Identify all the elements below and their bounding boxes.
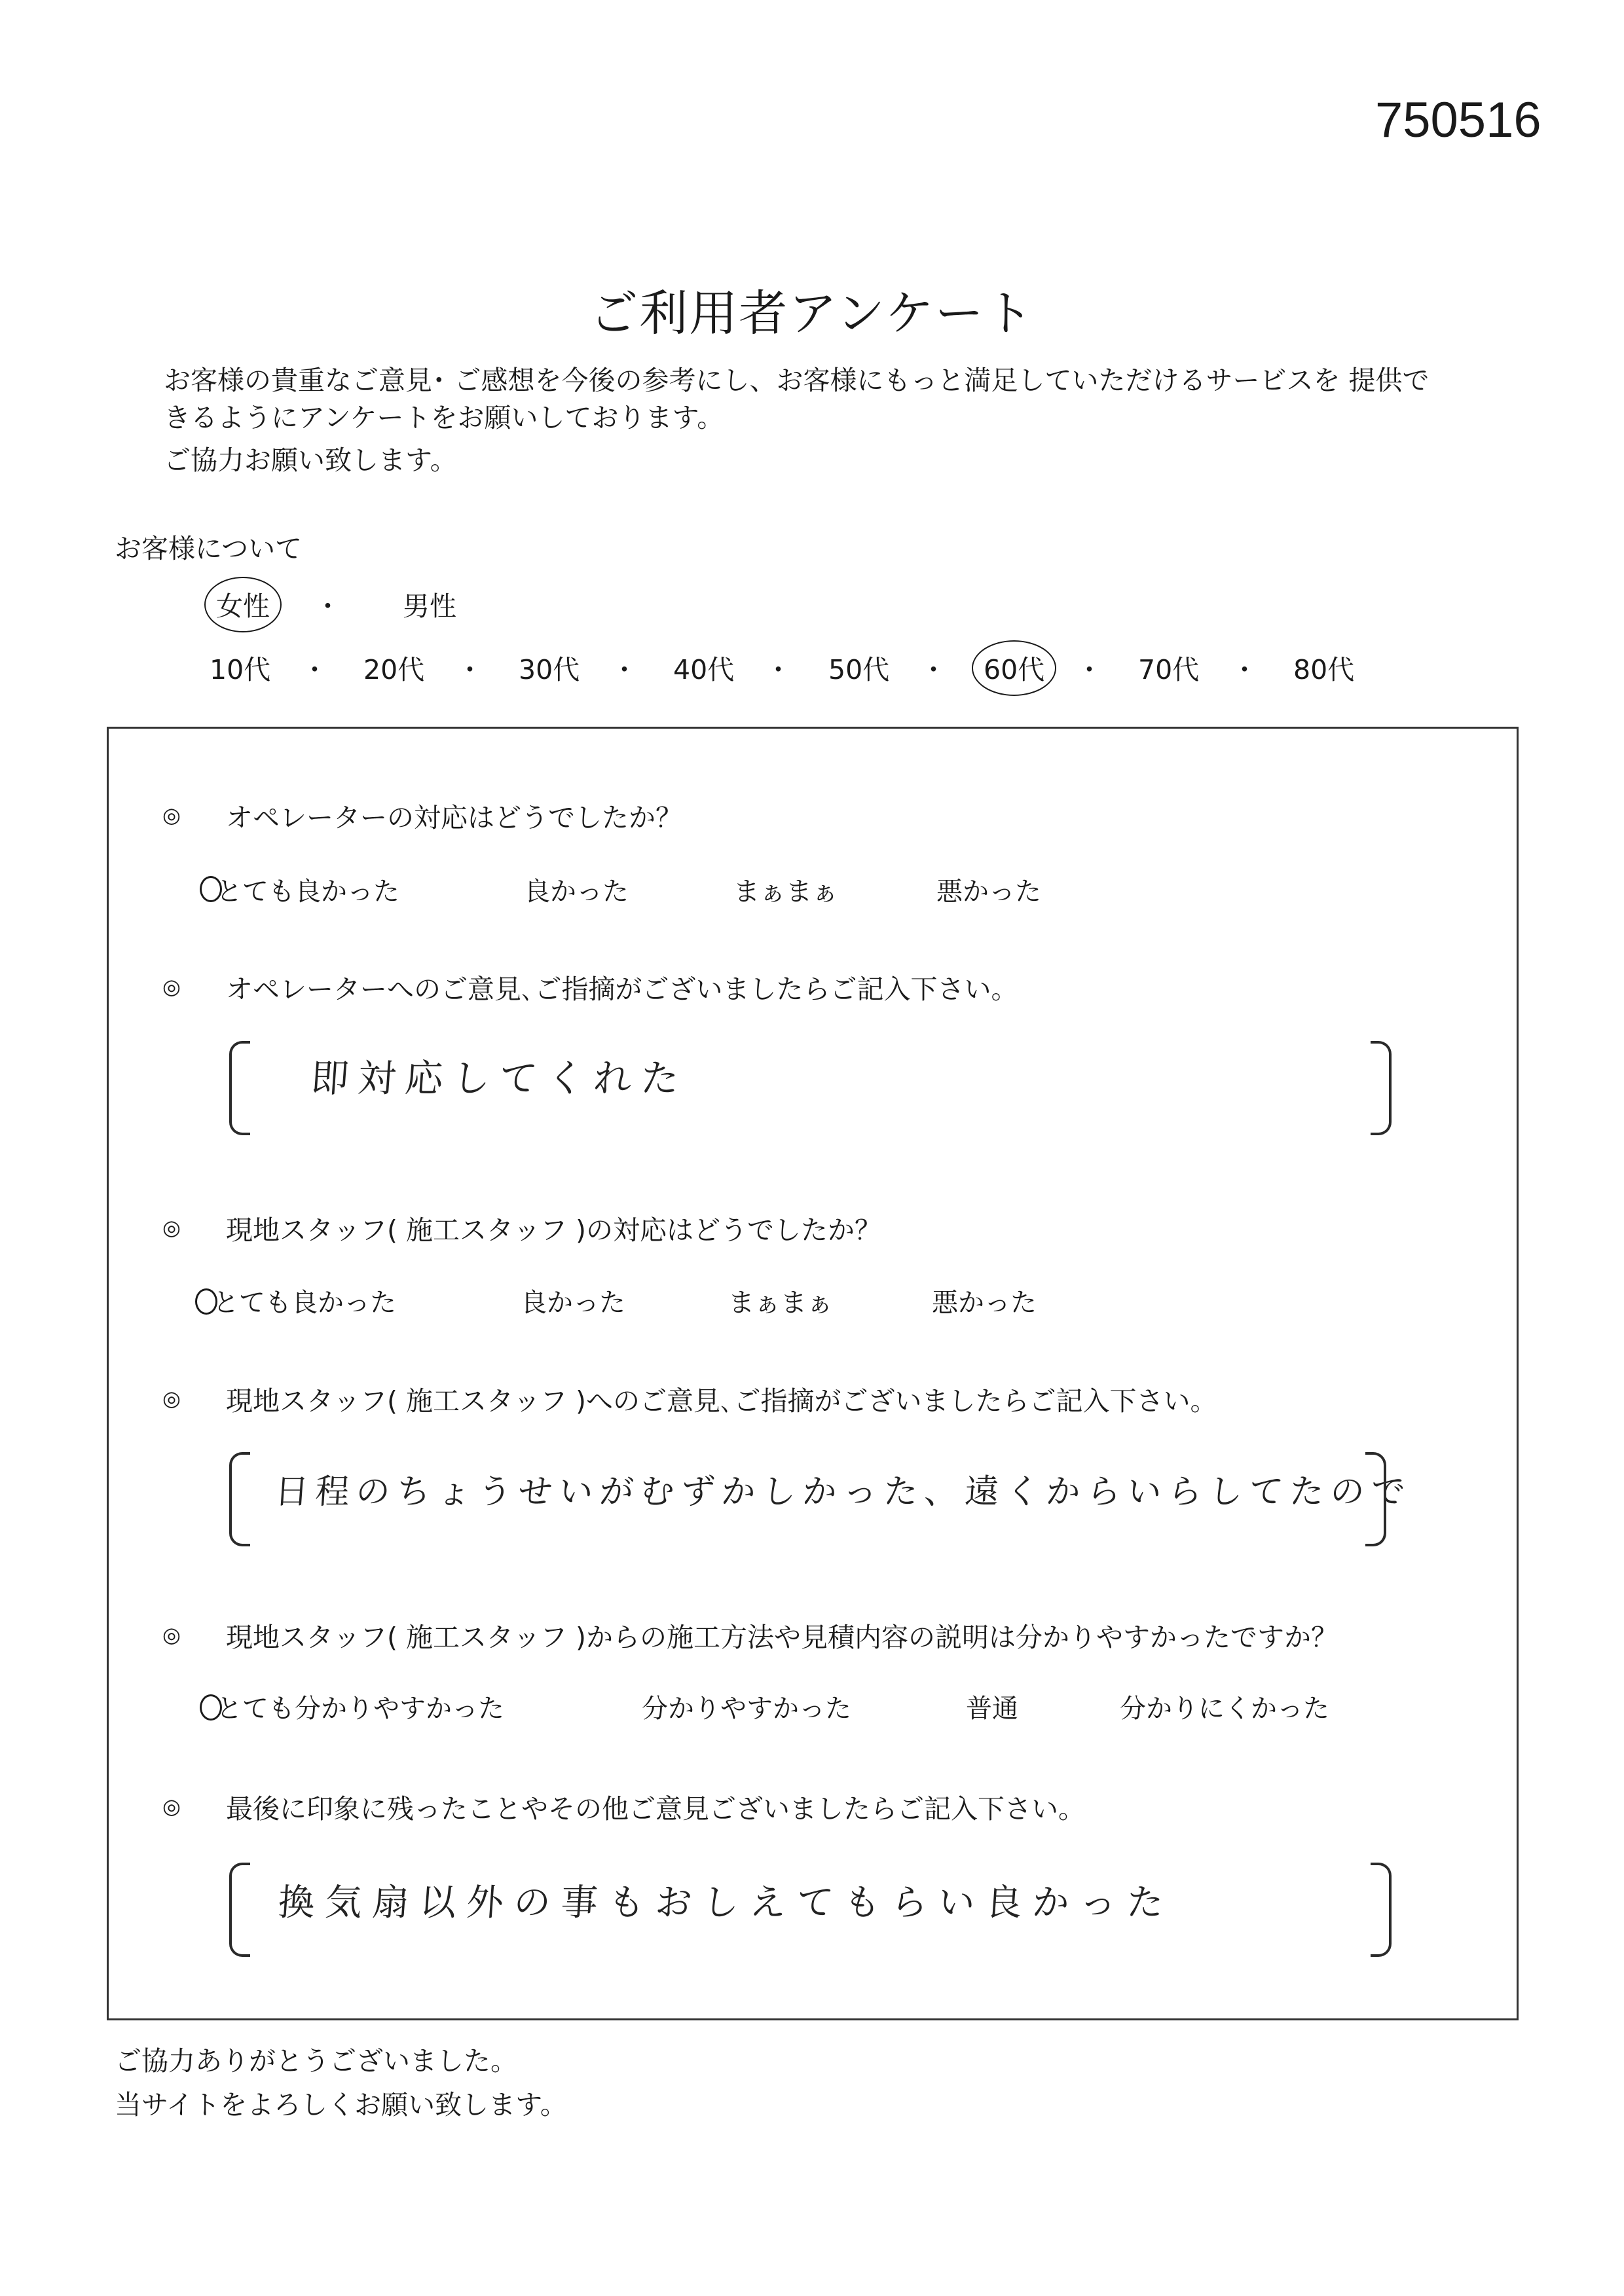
answer-bracket-right [1371,1863,1392,1957]
age-option-70[interactable]: 70代 [1138,654,1200,685]
customer-heading: お客様について [115,533,303,564]
intro-line-2: きるようにアンケートをお願いしております。 [164,402,724,433]
question-3: 現地スタッフ( 施工スタッフ )の対応はどうでしたか？ [226,1214,882,1246]
bullet-icon: ◎ [162,1215,181,1240]
gender-female-label: 女性 [216,591,270,622]
answer-bracket-left [229,1041,250,1135]
gender-option-female[interactable] [216,585,270,623]
q3-choice-3[interactable]: まぁまぁ [728,1288,833,1318]
separator: ・ [765,654,792,685]
question-2: オペレーターへのご意見､ご指摘がございましたらご記入下さい。 [226,974,1018,1005]
age-option-10[interactable]: 10代 [210,654,271,685]
intro-line-3: ご協力お願い致します。 [164,445,457,476]
q1-choice-3[interactable]: まぁまぁ [733,877,838,907]
intro-line-1: お客様の貴重なご意見･ ご感想を今後の参考にし、お客様にもっと満足していただけるサービスを 提供で [164,365,1430,396]
bullet-icon: ◎ [162,1622,181,1647]
age-option-60[interactable] [984,648,1044,687]
questionnaire-box [107,727,1519,2020]
age-option-50[interactable]: 50代 [828,654,890,685]
q1-choice-1[interactable]: とても良かった [216,877,399,907]
age-option-20[interactable]: 20代 [363,654,425,685]
separator: ・ [1076,654,1103,685]
selected-circle [216,585,270,623]
answer-2-text[interactable]: 即対応してくれた [309,1056,690,1101]
q1-choice-4[interactable]: 悪かった [936,877,1041,907]
closing-line-2: 当サイトをよろしくお願い致します。 [115,2089,567,2121]
question-5: 現地スタッフ( 施工スタッフ )からの施工方法や見積内容の説明は分かりやすかったですか？ [226,1622,1338,1653]
answer-bracket-right [1365,1452,1386,1546]
gender-option-male[interactable]: 男性 [403,591,456,622]
answer-bracket-left [229,1863,250,1957]
q5-choice-3[interactable]: 普通 [966,1694,1018,1724]
age-option-30[interactable]: 30代 [519,654,580,685]
age-option-80[interactable]: 80代 [1293,654,1355,685]
closing-line-1: ご協力ありがとうございました。 [115,2045,517,2077]
question-1: オペレーターの対応はどうでしたか？ [226,802,682,833]
separator: ・ [301,654,328,685]
separator: ・ [314,591,341,622]
bullet-icon: ◎ [162,803,181,828]
bullet-icon: ◎ [162,1794,181,1819]
question-4: 現地スタッフ( 施工スタッフ )へのご意見､ご指摘がございましたらご記入下さい。 [226,1385,1217,1417]
document-id: 750516 [1375,92,1541,148]
bullet-icon: ◎ [162,1386,181,1411]
separator: ・ [920,654,947,685]
q3-choice-4[interactable]: 悪かった [932,1288,1037,1318]
separator: ・ [456,654,483,685]
age-60-label: 60代 [984,654,1045,685]
separator: ・ [1231,654,1258,685]
q5-choice-2[interactable]: 分かりやすかった [642,1694,851,1724]
answer-bracket-left [229,1452,250,1546]
answer-4-text[interactable]: 日程のちょうせいがむずかしかった、遠くからいらしてたので [273,1472,1413,1512]
q1-choice-2[interactable]: 良かった [524,877,629,907]
page-title: ご利用者アンケート [589,285,1035,342]
q5-choice-1[interactable]: とても分かりやすかった [216,1694,504,1724]
answer-bracket-right [1371,1041,1392,1135]
bullet-icon: ◎ [162,974,181,999]
q5-choice-4[interactable]: 分かりにくかった [1120,1694,1329,1724]
q3-choice-2[interactable]: 良かった [521,1288,625,1318]
separator: ・ [611,654,638,685]
question-6: 最後に印象に残ったことやその他ご意見ございましたらご記入下さい。 [226,1793,1085,1825]
age-option-40[interactable]: 40代 [673,654,735,685]
selected-circle [984,648,1044,687]
q3-choice-1[interactable]: とても良かった [213,1288,396,1318]
answer-6-text[interactable]: 換気扇以外の事もおしえてもらい良かった [276,1882,1175,1924]
